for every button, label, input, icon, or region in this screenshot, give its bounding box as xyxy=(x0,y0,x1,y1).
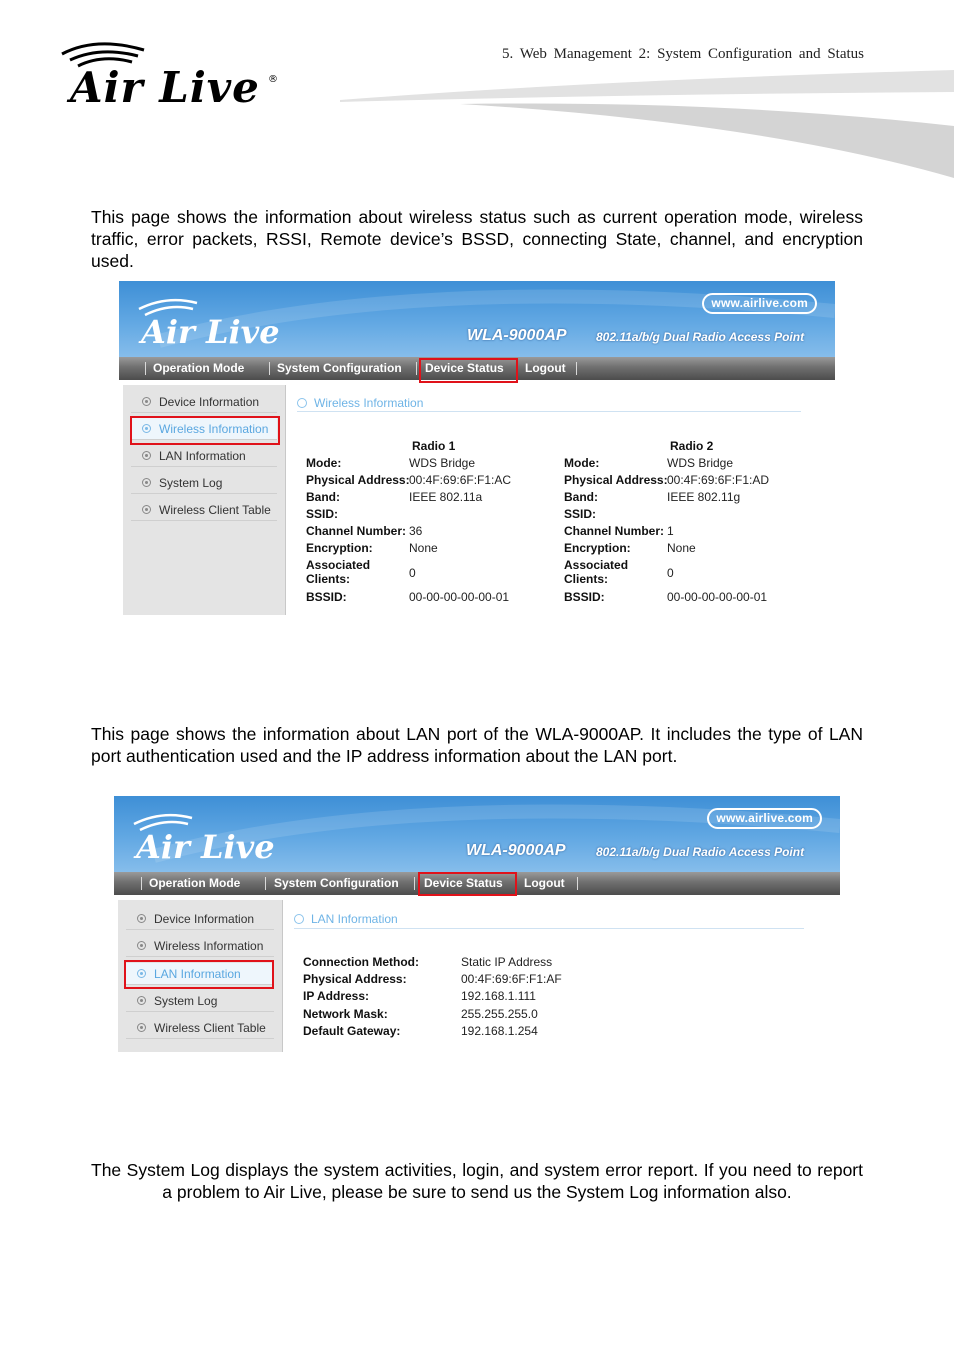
r2-channel-value: 1 xyxy=(667,524,674,538)
section-icon xyxy=(294,914,304,924)
nav-logout[interactable]: Logout xyxy=(525,361,566,375)
r2-band-value: IEEE 802.11g xyxy=(667,490,741,504)
r2-mac-value: 00:4F:69:6F:F1:AD xyxy=(667,473,770,487)
wireless-info-screenshot xyxy=(119,281,835,615)
nav-device-status[interactable]: Device Status xyxy=(424,876,503,890)
banner-airlive-logo xyxy=(126,808,296,870)
r2-channel-label: Channel Number: xyxy=(564,524,665,538)
nav-system-configuration[interactable]: System Configuration xyxy=(277,361,402,375)
model-name: WLA-9000AP xyxy=(467,327,567,344)
sidebar-item-lan-information[interactable]: LAN Information xyxy=(131,445,277,467)
lan-mac-value: 00:4F:69:6F:F1:AF xyxy=(461,972,562,986)
r2-mac-label: Physical Address: xyxy=(564,473,668,487)
nav-operation-mode[interactable]: Operation Mode xyxy=(153,361,245,375)
r2-encryption-label: Encryption: xyxy=(564,541,631,555)
bullet-icon xyxy=(142,478,151,487)
r1-band-label: Band: xyxy=(306,490,340,504)
sidebar-item-wireless-client-table[interactable]: Wireless Client Table xyxy=(126,1017,274,1039)
svg-text:Air Live: Air Live xyxy=(141,313,280,351)
airlive-logo xyxy=(56,40,286,110)
bullet-icon xyxy=(142,397,151,406)
radio2-heading: Radio 2 xyxy=(670,439,714,453)
lan-information-highlight xyxy=(124,960,274,989)
bullet-icon xyxy=(137,996,146,1005)
device-banner xyxy=(119,281,835,357)
lan-gateway-value: 192.168.1.254 xyxy=(461,1024,538,1038)
lan-ip-label: IP Address: xyxy=(303,989,370,1003)
r2-mode-value: WDS Bridge xyxy=(667,456,734,470)
r1-bssid-label: BSSID: xyxy=(306,590,347,604)
sidebar-item-device-information[interactable]: Device Information xyxy=(131,391,277,413)
airlive-url-link[interactable]: www.airlive.com xyxy=(707,808,822,829)
r1-mac-value: 00:4F:69:6F:F1:AC xyxy=(409,473,512,487)
r1-channel-value: 36 xyxy=(409,524,423,538)
bullet-icon xyxy=(137,941,146,950)
svg-text:®: ® xyxy=(268,74,278,85)
lan-connection-label: Connection Method: xyxy=(303,955,419,969)
chapter-heading: 5. Web Management 2: System Configuration and Status xyxy=(502,46,864,62)
r1-channel-label: Channel Number: xyxy=(306,524,407,538)
r1-encryption-value: None xyxy=(409,541,438,555)
logo-wordmark: Air Live xyxy=(70,63,260,110)
r1-clients-value: 0 xyxy=(409,566,416,580)
sidebar-item-system-log[interactable]: System Log xyxy=(126,990,274,1012)
section-title: Wireless Information xyxy=(297,396,423,410)
r2-ssid-label: SSID: xyxy=(564,507,597,521)
section-icon xyxy=(297,398,307,408)
wireless-intro-text: This page shows the information about wireless status such as current operation mode, wireless traffic, error packets, RSSI, Remote device’s BSSD, connecting State, channel, and encryption used. xyxy=(91,207,863,271)
model-description: 802.11a/b/g Dual Radio Access Point xyxy=(596,330,805,344)
lan-info-screenshot xyxy=(114,796,840,1052)
sidebar-item-device-information[interactable]: Device Information xyxy=(126,908,274,930)
bullet-icon xyxy=(142,505,151,514)
airlive-url-link[interactable]: www.airlive.com xyxy=(702,293,817,314)
sidebar-item-lan-information[interactable]: LAN Information xyxy=(126,963,274,985)
r2-bssid-value: 00-00-00-00-00-01 xyxy=(667,590,768,604)
sidebar-item-wireless-information[interactable]: Wireless Information xyxy=(131,418,277,440)
bullet-icon xyxy=(142,451,151,460)
section-title: LAN Information xyxy=(294,912,398,926)
device-banner xyxy=(114,796,840,872)
system-log-intro-text: The System Log displays the system activities, login, and system error report. If you need to report a problem to Air Live, please be sure to send us the System Log information also. xyxy=(91,1160,863,1202)
r2-bssid-label: BSSID: xyxy=(564,590,605,604)
r1-clients-label: Associated Clients: xyxy=(306,558,371,586)
sidebar-item-wireless-client-table[interactable]: Wireless Client Table xyxy=(131,499,277,521)
r1-band-value: IEEE 802.11a xyxy=(409,490,483,504)
lan-intro-text: This page shows the information about LAN port of the WLA-9000AP. It includes the type of LAN port authentication used and the IP address information about the LAN port. xyxy=(91,724,863,766)
nav-logout[interactable]: Logout xyxy=(524,876,565,890)
bullet-icon xyxy=(137,1023,146,1032)
r2-clients-label: Associated Clients: xyxy=(564,558,629,586)
lan-ip-value: 192.168.1.111 xyxy=(461,989,536,1003)
device-status-highlight xyxy=(418,872,517,896)
lan-mask-label: Network Mask: xyxy=(303,1007,388,1021)
lan-mac-label: Physical Address: xyxy=(303,972,407,986)
wireless-information-highlight xyxy=(130,416,280,445)
r1-mac-label: Physical Address: xyxy=(306,473,410,487)
radio1-heading: Radio 1 xyxy=(412,439,456,453)
r2-mode-label: Mode: xyxy=(564,456,600,470)
bullet-icon xyxy=(137,914,146,923)
header-swoosh-decoration xyxy=(340,66,954,181)
r2-band-label: Band: xyxy=(564,490,598,504)
model-name: WLA-9000AP xyxy=(466,842,566,859)
device-status-highlight xyxy=(419,358,518,383)
nav-operation-mode[interactable]: Operation Mode xyxy=(149,876,241,890)
r1-mode-label: Mode: xyxy=(306,456,342,470)
nav-system-configuration[interactable]: System Configuration xyxy=(274,876,399,890)
banner-airlive-logo xyxy=(131,293,301,355)
r2-encryption-value: None xyxy=(667,541,696,555)
r1-encryption-label: Encryption: xyxy=(306,541,373,555)
nav-device-status[interactable]: Device Status xyxy=(425,361,504,375)
sidebar-item-system-log[interactable]: System Log xyxy=(131,472,277,494)
r1-ssid-label: SSID: xyxy=(306,507,339,521)
r2-clients-value: 0 xyxy=(667,566,674,580)
model-description: 802.11a/b/g Dual Radio Access Point xyxy=(596,845,805,859)
svg-text:Air Live: Air Live xyxy=(136,828,275,866)
r1-mode-value: WDS Bridge xyxy=(409,456,476,470)
r1-bssid-value: 00-00-00-00-00-01 xyxy=(409,590,510,604)
lan-mask-value: 255.255.255.0 xyxy=(461,1007,538,1021)
lan-gateway-label: Default Gateway: xyxy=(303,1024,401,1038)
lan-connection-value: Static IP Address xyxy=(461,955,553,969)
sidebar-item-wireless-information[interactable]: Wireless Information xyxy=(126,935,274,957)
